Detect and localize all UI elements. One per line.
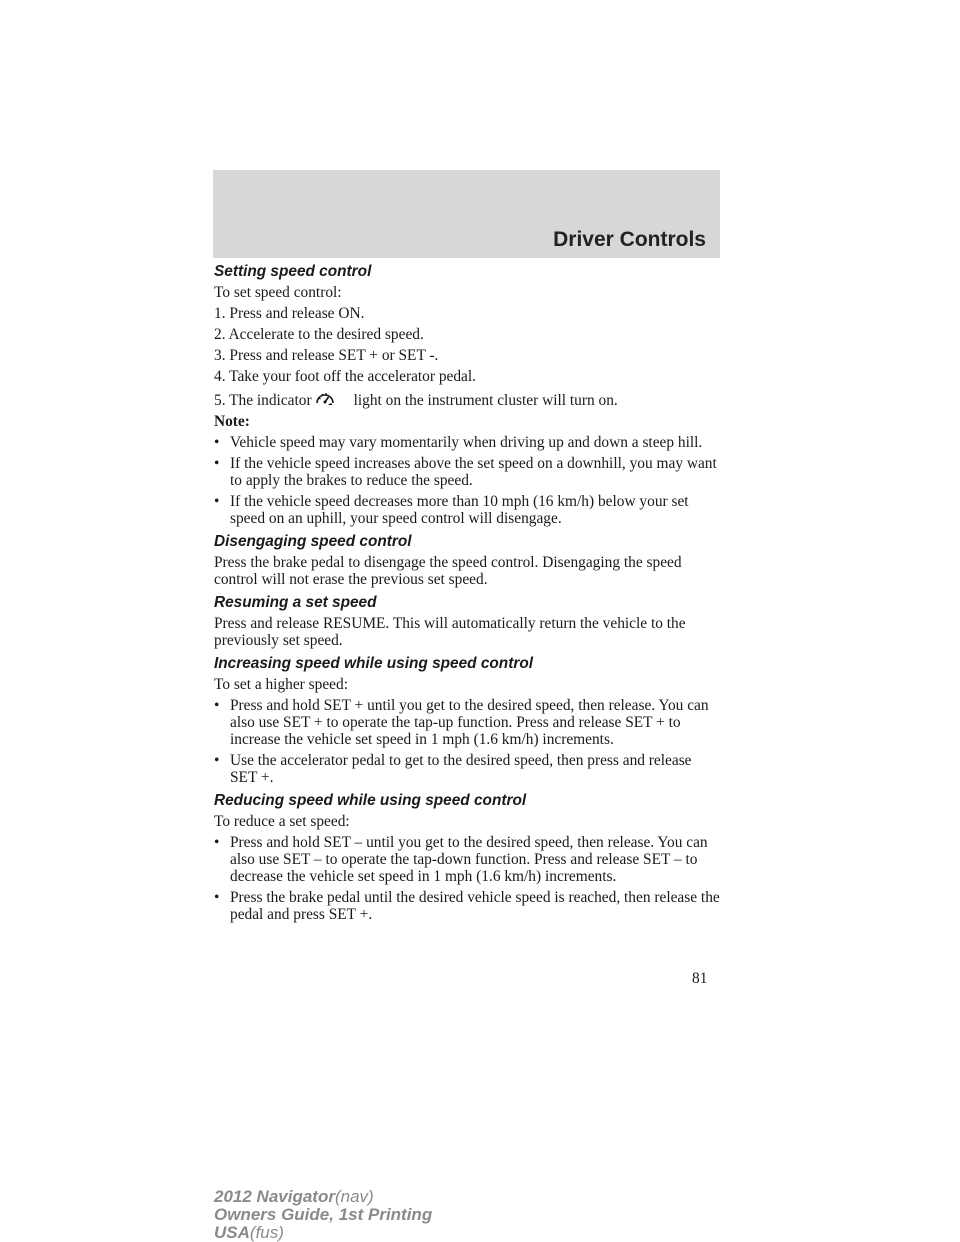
step-5 — [214, 389, 722, 409]
bullet-dot: • — [214, 493, 220, 510]
bullet-dot: • — [214, 834, 220, 851]
reducing-intro: To reduce a set speed: — [214, 813, 350, 830]
heading-increasing: Increasing speed while using speed control — [214, 655, 534, 672]
heading-reducing: Reducing speed while using speed control — [214, 792, 527, 809]
footer-line-1: 2012 Navigator(nav) — [214, 1187, 374, 1206]
page-number: 81 — [692, 970, 708, 987]
heading-setting-speed-control: Setting speed control — [214, 263, 372, 280]
step-4: 4. Take your foot off the accelerator pedal. — [214, 368, 477, 385]
reducing-item: • Press and hold SET – until you get to the desired speed, then release. You can also use SET – to operate the tap-down function. Press and release SET – to decrease the vehicle set speed in 1 mph (1.6 km/h) increments. — [214, 834, 708, 885]
step-2: 2. Accelerate to the desired speed. — [214, 326, 424, 343]
footer-line-3: USA(fus) — [214, 1223, 284, 1242]
bullet-dot: • — [214, 697, 220, 714]
page-content — [214, 263, 722, 927]
step-3: 3. Press and release SET + or SET -. — [214, 347, 439, 364]
step-1: 1. Press and release ON. — [214, 305, 365, 322]
footer-print-info — [214, 1188, 432, 1242]
heading-disengaging: Disengaging speed control — [214, 533, 412, 550]
note-item: • If the vehicle speed increases above the set speed on a downhill, you may want to apply the brakes to reduce the speed. — [214, 455, 717, 489]
increasing-item: • Press and hold SET + until you get to the desired speed, then release. You can also use SET + to operate the tap-up function. Press and release SET + to increase the vehicle set speed in 1 mph (1.6 km/h) increments. — [214, 697, 709, 748]
bullet-dot: • — [214, 434, 220, 451]
setting-intro: To set speed control: — [214, 284, 342, 301]
section-title: Driver Controls — [553, 228, 706, 251]
note-label: Note: — [214, 413, 250, 430]
note-item: • Vehicle speed may vary momentarily when driving up and down a steep hill. — [214, 434, 703, 451]
speed-control-indicator-icon — [314, 389, 336, 407]
note-item: • If the vehicle speed decreases more than 10 mph (16 km/h) below your set speed on an uphill, your speed control will disengage. — [214, 493, 689, 527]
step-5-after: light on the instrument cluster will turn on. — [353, 392, 618, 409]
heading-resuming: Resuming a set speed — [214, 594, 377, 611]
resuming-text: Press and release RESUME. This will automatically return the vehicle to the previously set speed. — [214, 615, 686, 649]
bullet-dot: • — [214, 455, 220, 472]
increasing-item: • Use the accelerator pedal to get to the desired speed, then press and release SET +. — [214, 752, 692, 786]
step-5-before: 5. The indicator — [214, 392, 312, 409]
bullet-dot: • — [214, 752, 220, 769]
reducing-item: • Press the brake pedal until the desired vehicle speed is reached, then release the pedal and press SET +. — [214, 889, 720, 923]
disengaging-text: Press the brake pedal to disengage the speed control. Disengaging the speed control will not erase the previous set speed. — [214, 554, 682, 588]
increasing-intro: To set a higher speed: — [214, 676, 348, 693]
footer-line-2: Owners Guide, 1st Printing — [214, 1205, 433, 1224]
section-header-bar — [213, 170, 720, 258]
bullet-dot: • — [214, 889, 220, 906]
